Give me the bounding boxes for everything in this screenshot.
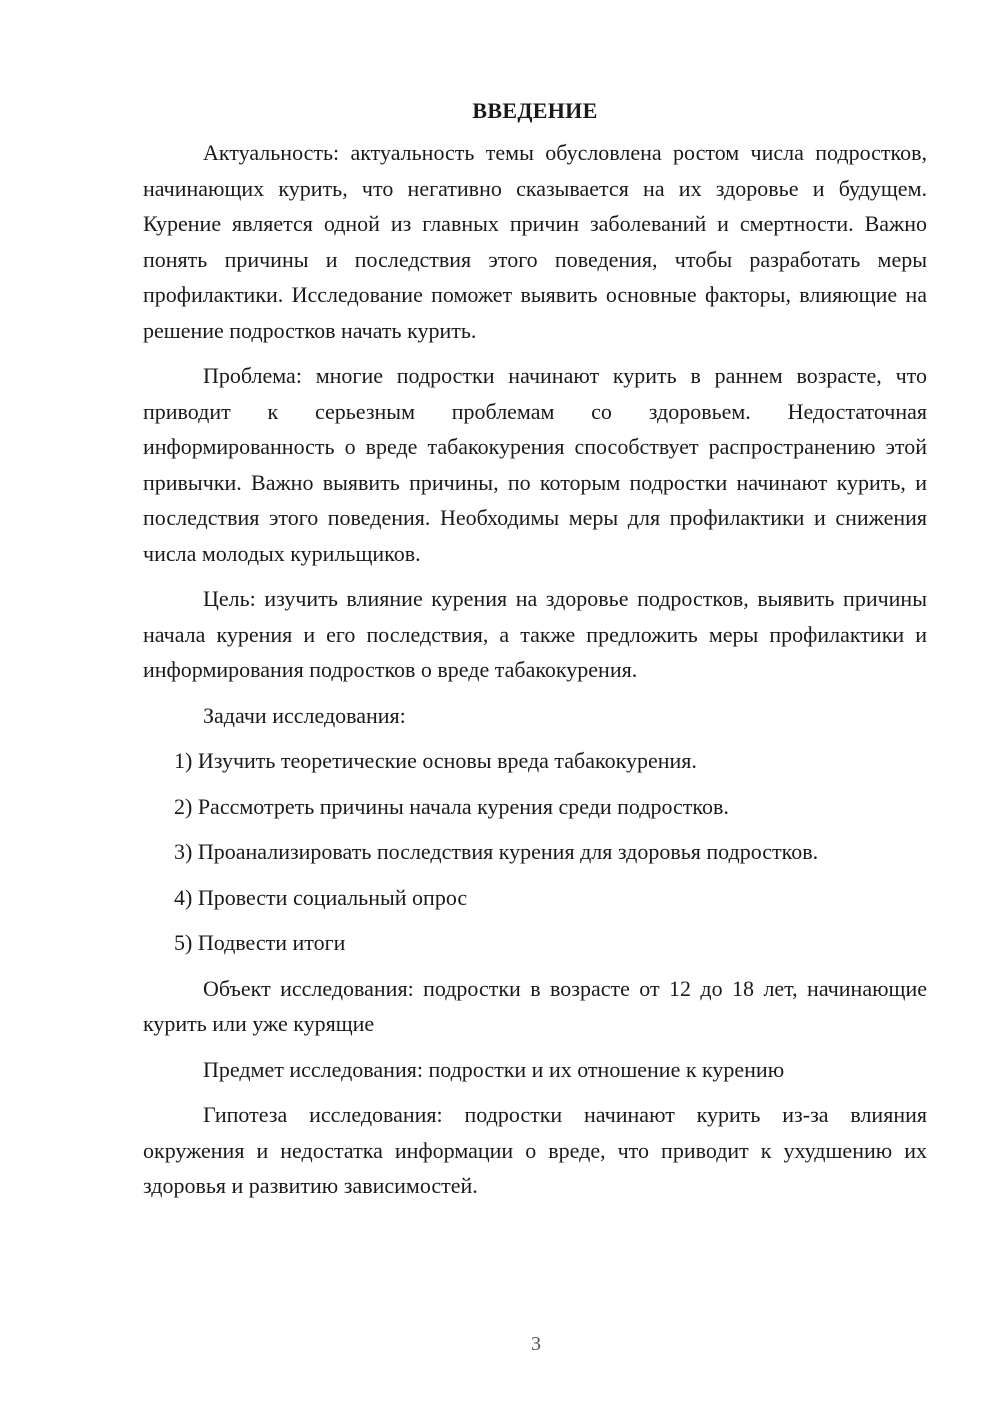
paragraph-object: Объект исследования: подростки в возрасте от 12 до 18 лет, начинающие курить или уже курящие [143, 975, 927, 1036]
paragraph-subject: Предмет исследования: подростки и их отношение к курению [203, 1056, 785, 1082]
paragraph-problem: Проблема: многие подростки начинают курить в раннем возрасте, что приводит к серьезным проблемам со здоровьем. Недостаточная информированность о вреде табакокурения способствует распространению этой привычки. Важно выявить причины, по которым подростки начинают курить, и последствия этого поведения. Необходимы меры для профилактики и снижения числа молодых курильщиков. [143, 363, 927, 566]
tasks-heading: Задачи исследования: [203, 702, 406, 728]
paragraph-relevance: Актуальность: актуальность темы обусловлена ростом числа подростков, начинающих курить, что негативно сказывается на их здоровье и будущем. Курение является одной из главных причин заболеваний и смертности. Важно понять причины и последствия этого поведения, чтобы разработать меры профилактики. Исследование поможет выявить основные факторы, влияющие на решение подростков начать курить. [143, 140, 927, 343]
document-page [143, 95, 927, 1204]
paragraph-hypothesis: Гипотеза исследования: подростки начинают курить из-за влияния окружения и недостатка информации о вреде, что приводит к ухудшению их здоровья и развитию зависимостей. [143, 1102, 927, 1198]
list-item: 5) Подвести итоги [174, 930, 346, 955]
page-title: ВВЕДЕНИЕ [472, 98, 598, 123]
list-item: 4) Провести социальный опрос [174, 884, 468, 910]
page-number: 3 [531, 1333, 541, 1355]
list-item: 2) Рассмотреть причины начала курения среди подростков. [174, 793, 729, 819]
list-item: 3) Проанализировать последствия курения для здоровья подростков. [174, 839, 819, 864]
paragraph-goal: Цель: изучить влияние курения на здоровье подростков, выявить причины начала курения и его последствия, а также предложить меры профилактики и информирования подростков о вреде табакокурения. [143, 586, 927, 682]
list-item: 1) Изучить теоретические основы вреда табакокурения. [174, 748, 697, 773]
